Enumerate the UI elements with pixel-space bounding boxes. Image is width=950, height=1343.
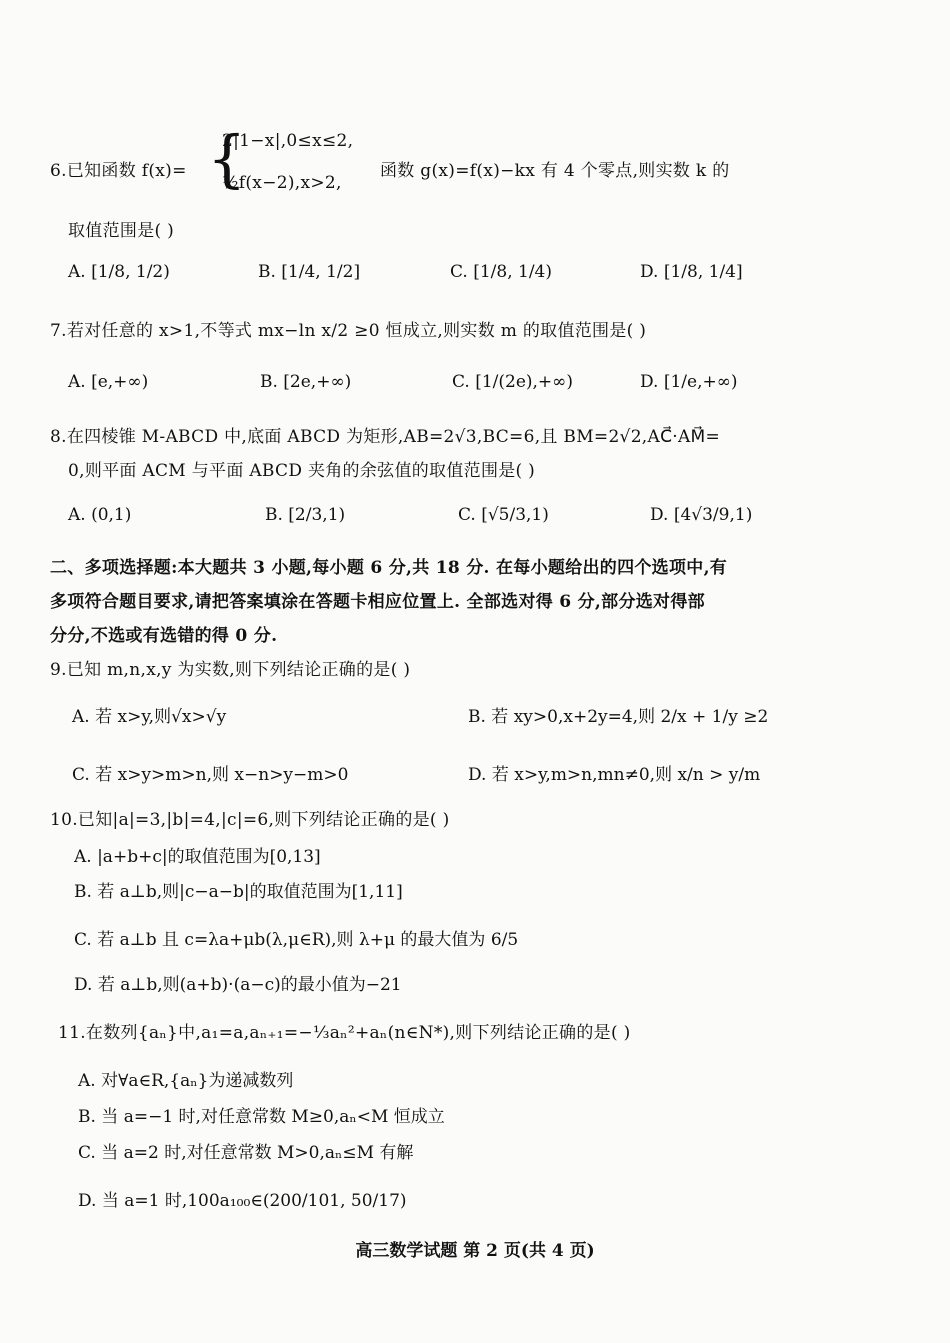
q7-stem: 7.若对任意的 x>1,不等式 mx−ln x/2 ≥0 恒成立,则实数 m 的取值范围是( ) — [50, 321, 647, 341]
q11-option-c: C. 当 a=2 时,对任意常数 M>0,aₙ≤M 有解 — [78, 1143, 414, 1163]
q8-line2: 0,则平面 ACM 与平面 ABCD 夹角的余弦值的取值范围是( ) — [68, 461, 536, 481]
page-footer: 高三数学试题 第 2 页(共 4 页) — [355, 1241, 595, 1261]
q7-option-b: B. [2e,+∞) — [260, 372, 352, 392]
q6-label: 6.已知函数 f(x)= — [50, 161, 187, 181]
q6-option-a: A. [1/8, 1/2) — [68, 262, 170, 282]
q11-option-a: A. 对∀a∈R,{aₙ}为递减数列 — [78, 1071, 294, 1091]
q11-stem: 11.在数列{aₙ}中,a₁=a,aₙ₊₁=−⅓aₙ²+aₙ(n∈N*),则下列结论正确的是( ) — [58, 1023, 631, 1043]
section2-line2: 多项符合题目要求,请把答案填涂在答题卡相应位置上. 全部选对得 6 分,部分选对得部 — [50, 592, 705, 612]
q7-option-c: C. [1/(2e),+∞) — [452, 372, 573, 392]
q7-option-a: A. [e,+∞) — [68, 372, 149, 392]
q6-option-c: C. [1/8, 1/4) — [450, 262, 552, 282]
q6-line2: 取值范围是( ) — [68, 221, 175, 241]
q8-option-c: C. [√5/3,1) — [458, 505, 549, 525]
q9-option-b: B. 若 xy>0,x+2y=4,则 2/x + 1/y ≥2 — [468, 707, 769, 727]
section2-line1: 二、多项选择题:本大题共 3 小题,每小题 6 分,共 18 分. 在每小题给出的四个选项中,有 — [50, 558, 728, 578]
q10-option-a: A. |a+b+c|的取值范围为[0,13] — [74, 847, 321, 867]
q9-option-c: C. 若 x>y>m>n,则 x−n>y−m>0 — [72, 765, 349, 785]
piecewise-brace: { — [207, 122, 247, 195]
q9-stem: 9.已知 m,n,x,y 为实数,则下列结论正确的是( ) — [50, 660, 411, 680]
q9-option-d: D. 若 x>y,m>n,mn≠0,则 x/n > y/m — [468, 765, 761, 785]
section2-line3: 分分,不选或有选错的得 0 分. — [50, 626, 278, 646]
q8-option-a: A. (0,1) — [68, 505, 132, 525]
q10-option-d: D. 若 a⊥b,则(a+b)·(a−c)的最小值为−21 — [74, 975, 402, 995]
q9-option-a: A. 若 x>y,则√x>√y — [72, 707, 227, 727]
q6-case2: ½f(x−2),x>2, — [222, 173, 342, 193]
q6-case1: 2|1−x|,0≤x≤2, — [222, 131, 354, 151]
q8-option-d: D. [4√3/9,1) — [650, 505, 753, 525]
q10-stem: 10.已知|a|=3,|b|=4,|c|=6,则下列结论正确的是( ) — [50, 810, 450, 830]
q8-option-b: B. [2/3,1) — [265, 505, 346, 525]
q11-option-b: B. 当 a=−1 时,对任意常数 M≥0,aₙ<M 恒成立 — [78, 1107, 445, 1127]
q6-rest: 函数 g(x)=f(x)−kx 有 4 个零点,则实数 k 的 — [380, 161, 730, 181]
q7-option-d: D. [1/e,+∞) — [640, 372, 738, 392]
q10-option-b: B. 若 a⊥b,则|c−a−b|的取值范围为[1,11] — [74, 882, 403, 902]
q10-option-c: C. 若 a⊥b 且 c=λa+μb(λ,μ∈R),则 λ+μ 的最大值为 6/5 — [74, 930, 519, 950]
q6-option-b: B. [1/4, 1/2] — [258, 262, 361, 282]
q6-option-d: D. [1/8, 1/4] — [640, 262, 743, 282]
q11-option-d: D. 当 a=1 时,100a₁₀₀∈(200/101, 50/17) — [78, 1191, 407, 1211]
q8-line1: 8.在四棱锥 M-ABCD 中,底面 ABCD 为矩形,AB=2√3,BC=6,且 BM=2√2,AC⃗·AM⃗= — [50, 427, 721, 447]
